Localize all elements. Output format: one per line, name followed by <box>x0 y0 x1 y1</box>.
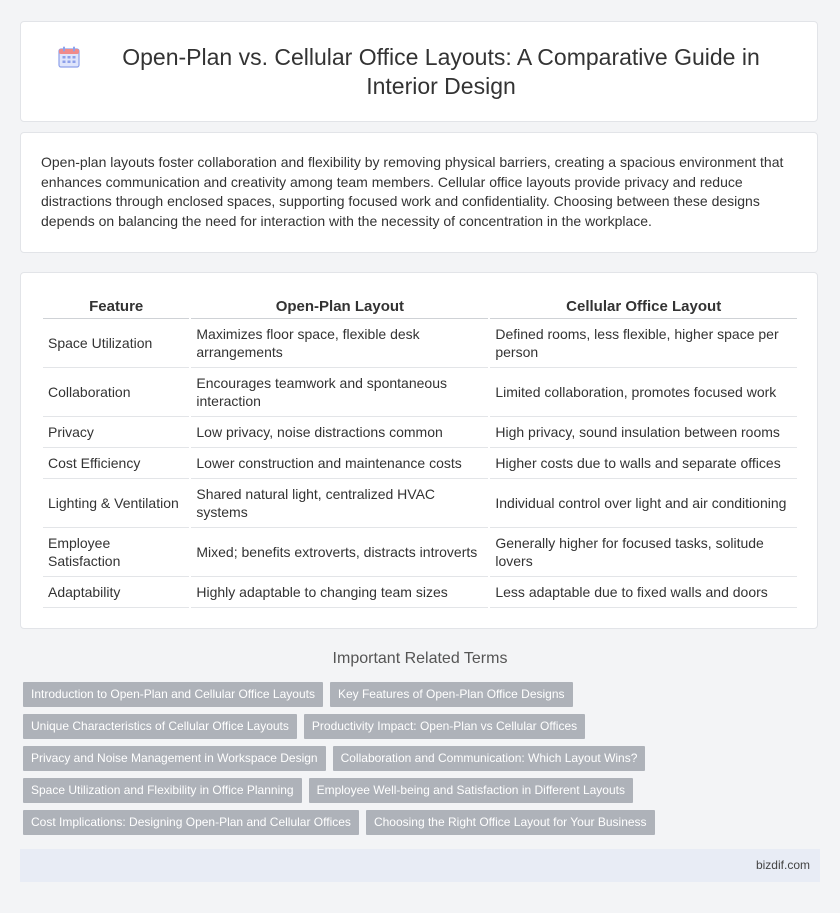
row-feature: Cost Efficiency <box>43 448 189 479</box>
row-open-plan: Shared natural light, centralized HVAC systems <box>191 479 488 528</box>
intro-card <box>20 132 818 253</box>
table-row <box>43 319 797 368</box>
row-open-plan: Maximizes floor space, flexible desk arrangements <box>191 319 488 368</box>
row-cellular: Generally higher for focused tasks, solitude lovers <box>490 528 797 577</box>
related-term-link[interactable]: Productivity Impact: Open-Plan vs Cellular Offices <box>304 714 585 739</box>
header-card <box>20 21 818 122</box>
related-term-link[interactable]: Collaboration and Communication: Which Layout Wins? <box>333 746 646 771</box>
row-cellular: Higher costs due to walls and separate offices <box>490 448 797 479</box>
header-open-plan: Open-Plan Layout <box>191 295 488 319</box>
footer-site-name[interactable]: bizdif.com <box>755 858 810 872</box>
related-terms-tags <box>23 682 823 842</box>
comparison-table-card <box>20 272 818 629</box>
row-cellular: Defined rooms, less flexible, higher space per person <box>490 319 797 368</box>
row-open-plan: Encourages teamwork and spontaneous interaction <box>191 368 488 417</box>
calendar-icon <box>57 45 81 69</box>
related-term-link[interactable]: Unique Characteristics of Cellular Office Layouts <box>23 714 297 739</box>
intro-paragraph: Open-plan layouts foster collaboration and flexibility by removing physical barriers, creating a spacious environment that enhances communication and creativity among team members. Cellular office layouts provide privacy and reduce distractions through enclosed spaces, supporting focused work and confidentiality. Choosing between these designs depends on balancing the need for interaction with the necessity of concentration in the workplace. <box>41 154 784 229</box>
table-row <box>43 577 797 608</box>
row-cellular: Limited collaboration, promotes focused work <box>490 368 797 417</box>
row-open-plan: Low privacy, noise distractions common <box>191 417 488 448</box>
table-row <box>43 417 797 448</box>
table-row <box>43 528 797 577</box>
footer <box>20 849 820 882</box>
row-feature: Space Utilization <box>43 319 189 368</box>
related-term-link[interactable]: Space Utilization and Flexibility in Office Planning <box>23 778 302 803</box>
row-feature: Collaboration <box>43 368 189 417</box>
title-wrap <box>57 43 781 101</box>
row-open-plan: Mixed; benefits extroverts, distracts introverts <box>191 528 488 577</box>
row-open-plan: Highly adaptable to changing team sizes <box>191 577 488 608</box>
table-row <box>43 448 797 479</box>
table-header-row <box>43 295 797 319</box>
table-row <box>43 479 797 528</box>
header-feature: Feature <box>43 295 189 319</box>
row-feature: Privacy <box>43 417 189 448</box>
row-feature: Adaptability <box>43 577 189 608</box>
row-feature: Lighting & Ventilation <box>43 479 189 528</box>
related-terms-title: Important Related Terms <box>332 650 508 667</box>
related-term-link[interactable]: Cost Implications: Designing Open-Plan and Cellular Offices <box>23 810 359 835</box>
row-cellular: High privacy, sound insulation between rooms <box>490 417 797 448</box>
page-title: Open-Plan vs. Cellular Office Layouts: A Comparative Guide in Interior Design <box>122 43 760 99</box>
comparison-table <box>41 295 799 608</box>
related-term-link[interactable]: Introduction to Open-Plan and Cellular Office Layouts <box>23 682 323 707</box>
related-term-link[interactable]: Employee Well-being and Satisfaction in Different Layouts <box>309 778 633 803</box>
related-term-link[interactable]: Privacy and Noise Management in Workspace Design <box>23 746 326 771</box>
row-feature: Employee Satisfaction <box>43 528 189 577</box>
related-term-link[interactable]: Key Features of Open-Plan Office Designs <box>330 682 573 707</box>
table-row <box>43 368 797 417</box>
row-cellular: Less adaptable due to fixed walls and doors <box>490 577 797 608</box>
row-cellular: Individual control over light and air conditioning <box>490 479 797 528</box>
related-term-link[interactable]: Choosing the Right Office Layout for Your Business <box>366 810 655 835</box>
header-cellular: Cellular Office Layout <box>490 295 797 319</box>
row-open-plan: Lower construction and maintenance costs <box>191 448 488 479</box>
